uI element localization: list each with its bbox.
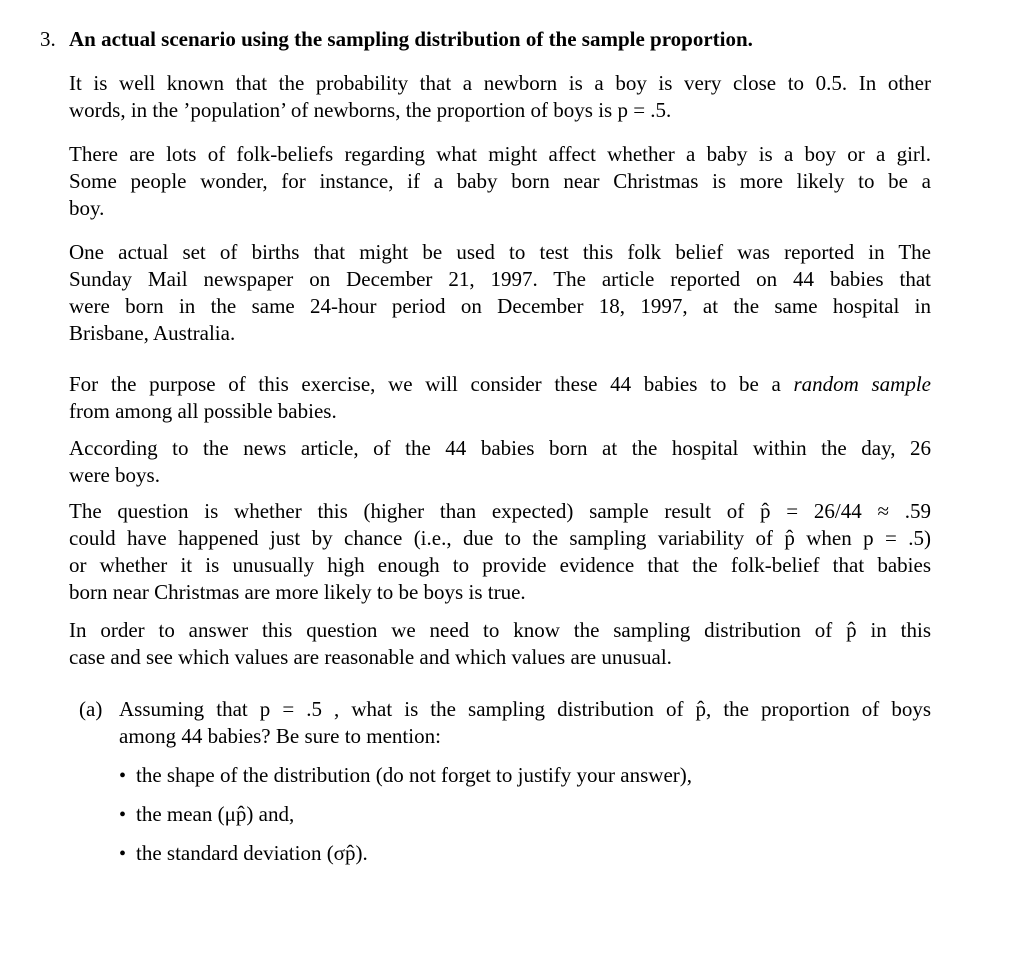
question-number: 3. (40, 27, 56, 51)
paragraph-line: Brisbane, Australia. (69, 321, 236, 345)
paragraph-line: The question is whether this (higher than expected) sample result of p̂ = 26/44 ≈ .59 (69, 499, 931, 523)
paragraph-line: words, in the ’population’ of newborns, the proportion of boys is p = .5. (69, 98, 672, 122)
paragraph-line: or whether it is unusually high enough to provide evidence that the folk-belief that babies (69, 553, 931, 577)
paragraph-line: One actual set of births that might be used to test this folk belief was reported in The (69, 240, 931, 264)
bullet-item (119, 762, 692, 790)
paragraph-sampling-need (69, 617, 931, 671)
part-a-line: among 44 babies? Be sure to mention: (119, 724, 441, 748)
part-a-label: (a) (79, 697, 103, 721)
paragraph-line: born near Christmas are more likely to be boys is true. (69, 580, 526, 604)
paragraph-line: Some people wonder, for instance, if a baby born near Christmas is more likely to be a (69, 169, 931, 193)
bullet-item (119, 801, 294, 829)
emphasis-random-sample: random sample (793, 372, 931, 396)
paragraph-line: Sunday Mail newspaper on December 21, 1997. The article reported on 44 babies that (69, 267, 931, 291)
paragraph-line: from among all possible babies. (69, 399, 337, 423)
part-a-line: Assuming that p = .5 , what is the sampling distribution of p̂, the proportion of boys (119, 697, 931, 721)
bullet-icon: • (119, 804, 127, 826)
bullet-text: the shape of the distribution (do not forget to justify your answer), (136, 763, 693, 787)
paragraph-question (69, 498, 931, 606)
paragraph-line: It is well known that the probability that a newborn is a boy is very close to 0.5. In other (69, 71, 931, 95)
part-a-text (119, 696, 931, 750)
bullet-icon: • (119, 765, 127, 787)
paragraph-text: For the purpose of this exercise, we will consider these 44 babies to be a (69, 372, 781, 396)
paragraph-line: case and see which values are reasonable and which values are unusual. (69, 645, 672, 669)
paragraph-line: In order to answer this question we need to know the sampling distribution of p̂ in this (69, 618, 931, 642)
bullet-icon: • (119, 843, 127, 865)
paragraph-line: According to the news article, of the 44 babies born at the hospital within the day, 26 (69, 436, 931, 460)
bullet-text: the standard deviation (σp̂). (136, 841, 368, 865)
paragraph-births-report (69, 239, 931, 347)
paragraph-line: There are lots of folk-beliefs regarding what might affect whether a baby is a boy or a girl. (69, 142, 931, 166)
question-title: An actual scenario using the sampling distribution of the sample proportion. (69, 27, 753, 51)
paragraph-line: were boys. (69, 463, 160, 487)
paragraph-intro (69, 70, 931, 124)
bullet-item (119, 840, 368, 868)
bullet-text: the mean (μp̂) and, (136, 802, 295, 826)
paragraph-line: boy. (69, 196, 105, 220)
paragraph-line (69, 371, 931, 398)
paragraph-random-sample (69, 371, 931, 425)
paragraph-line: were born in the same 24-hour period on December 18, 1997, at the same hospital in (69, 294, 931, 318)
paragraph-folk-beliefs (69, 141, 931, 222)
paragraph-line: could have happened just by chance (i.e., due to the sampling variability of p̂ when p = .5) (69, 526, 931, 550)
paragraph-news-article (69, 435, 931, 489)
